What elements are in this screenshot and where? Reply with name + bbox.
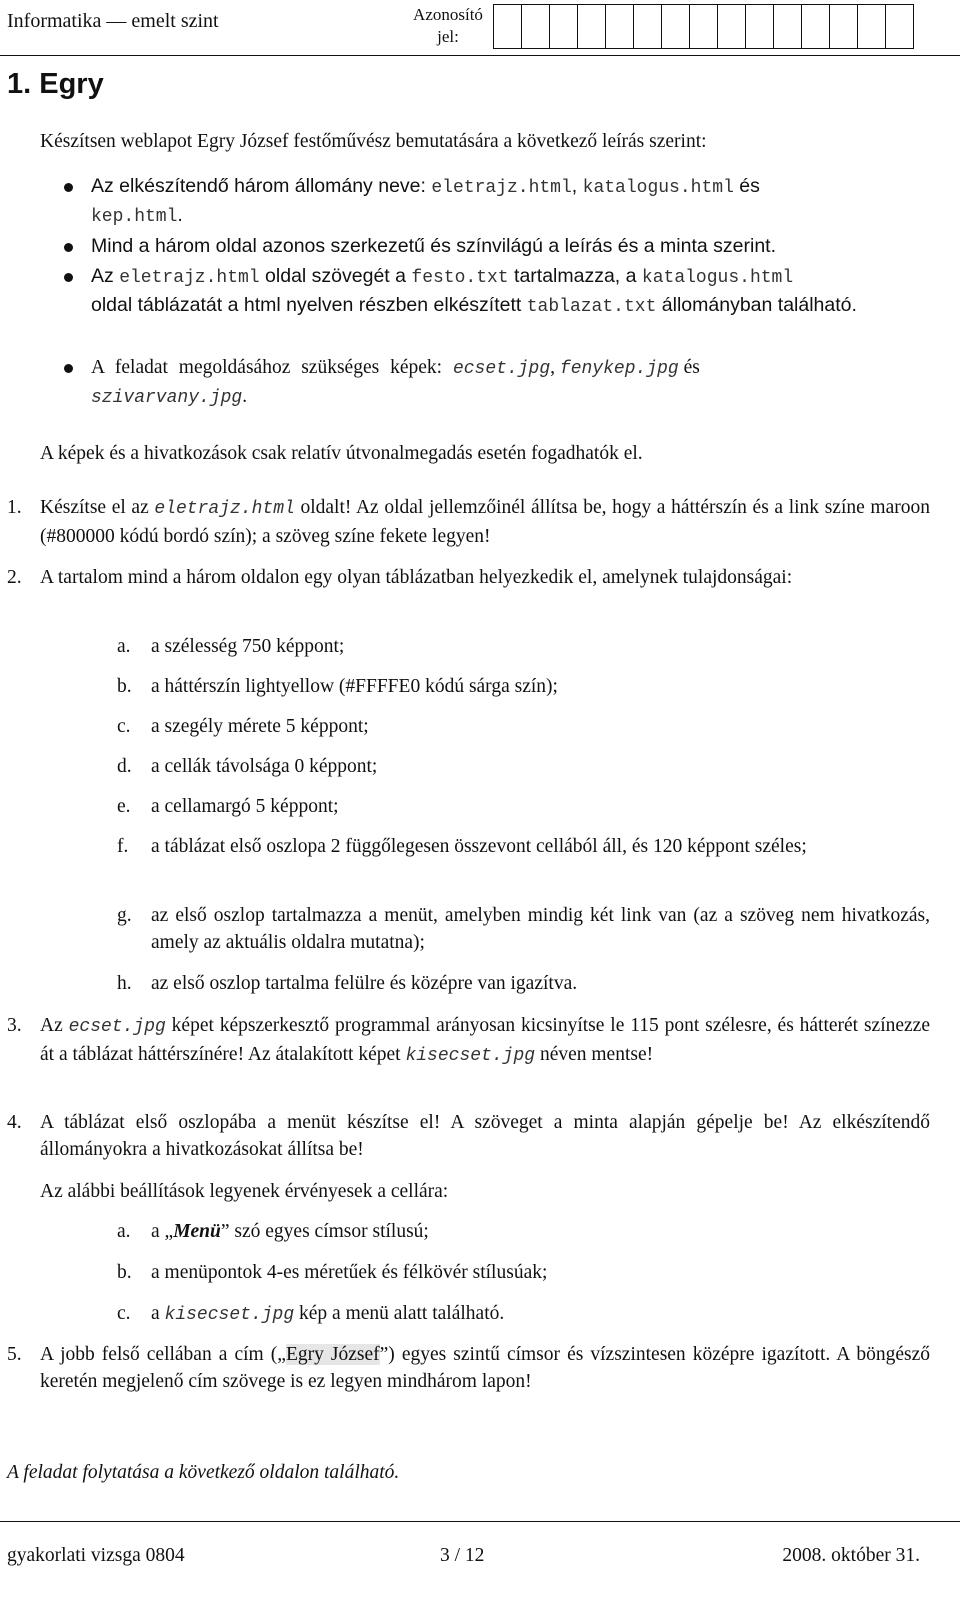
sub-text: a cellák távolsága 0 képpont; <box>151 756 378 777</box>
sub-text <box>151 1300 930 1329</box>
sub-letter: h. <box>117 973 132 994</box>
sub-letter: f. <box>117 836 129 857</box>
id-box <box>857 4 886 49</box>
bullet-1 <box>91 173 929 231</box>
relative-path-note: A képek és a hivatkozások csak relatív útvonalmegadás esetén fogadhatók el. <box>40 443 643 464</box>
intro-text: Készítsen weblapot Egry József festőművész bemutatására a következő leírás szerint: <box>40 131 707 152</box>
filename: szivarvany.jpg <box>91 388 243 408</box>
item-number: 2. <box>7 567 22 588</box>
bullet-3 <box>91 263 929 321</box>
filename: kep.html <box>91 207 178 227</box>
text: képet képszerkesztő programmal arányosan kicsinyítse le 115 pont szélesre, és hátterét színezze át a táblázat háttérszínére! Az átalakított képet <box>40 1015 930 1065</box>
filename: katalogus.html <box>641 268 794 288</box>
text: tartalmazza, a <box>508 265 642 287</box>
sub-letter: c. <box>117 1303 131 1324</box>
filename: eletrajz.html <box>431 178 572 198</box>
footer-rule <box>0 1521 960 1522</box>
task-title: 1. Egry <box>7 68 104 100</box>
separator: , <box>571 175 583 197</box>
id-box <box>717 4 746 49</box>
sub-text: a menüpontok 4-es méretűek és félkövér stílusúak; <box>151 1262 548 1283</box>
text: oldal táblázatát a html nyelven részben elkészített <box>91 294 527 316</box>
item-number: 4. <box>7 1112 22 1133</box>
text: ”) egyes szintű címsor és vízszintesen középre igazított. A böngésző keretén megjelenő cím szövege is ez legyen mindhárom lapon! <box>40 1344 930 1392</box>
separator: , <box>550 357 560 378</box>
text: A jobb felső cellában a cím („ <box>40 1344 286 1365</box>
sub-letter: a. <box>117 636 131 657</box>
text: néven mentse! <box>535 1044 654 1065</box>
sub-letter: b. <box>117 1262 132 1283</box>
item-2-text: A tartalom mind a három oldalon egy olyan táblázatban helyezkedik el, amelynek tulajdonságai: <box>40 567 793 588</box>
item-number: 5. <box>7 1344 22 1365</box>
sub-letter: d. <box>117 756 132 777</box>
continuation-note: A feladat folytatása a következő oldalon található. <box>7 1462 400 1483</box>
header-rule <box>0 55 960 56</box>
item-4-text: A táblázat első oszlopába a menüt készítse el! A szöveget a minta alapján gépelje be! Az elkészítendő állományokra a hivatkozásokat állítsa be! <box>40 1112 930 1160</box>
item-3-text <box>40 1012 930 1070</box>
sub-letter: e. <box>117 796 131 817</box>
filename: ecset.jpg <box>68 1017 166 1037</box>
text: oldalt! Az oldal jellemzőinél állítsa be, hogy a háttérszín és a link színe maroon (#800000 kódú bordó szín); a szöveg színe fekete legyen! <box>40 497 930 547</box>
id-box <box>633 4 662 49</box>
filename: fenykep.jpg <box>559 359 679 379</box>
footer-page: 3 / 12 <box>440 1545 485 1566</box>
bullet-dot <box>64 183 73 192</box>
bullet-dot <box>64 243 73 252</box>
id-box <box>689 4 718 49</box>
sub-text: a szélesség 750 képpont; <box>151 636 345 657</box>
id-box <box>801 4 830 49</box>
id-box <box>745 4 774 49</box>
text: ” szó egyes címsor stílusú; <box>220 1221 429 1242</box>
filename: kisecset.jpg <box>405 1046 536 1066</box>
id-box <box>773 4 802 49</box>
bullet-4 <box>91 354 929 412</box>
item-number: 3. <box>7 1015 22 1036</box>
text: állományban található. <box>656 294 857 316</box>
id-box <box>829 4 858 49</box>
sub-text: a cellamargó 5 képpont; <box>151 796 339 817</box>
id-box <box>605 4 634 49</box>
azonosito-label: Azonosító jel: <box>413 5 483 46</box>
period: . <box>177 204 183 226</box>
text: Az <box>91 265 120 287</box>
bullet-dot <box>64 273 73 282</box>
filename: ecset.jpg <box>452 359 551 379</box>
id-box <box>549 4 578 49</box>
footer-exam: gyakorlati vizsga 0804 <box>7 1545 185 1566</box>
menu-word: Menü <box>173 1221 221 1242</box>
sub-text: az első oszlop tartalmazza a menüt, amelyben mindig két link van (az a szöveg nem hivatkozás, amely az aktuális oldalra mutatna); <box>151 905 930 953</box>
item-number: 1. <box>7 497 22 518</box>
sub-letter: b. <box>117 676 132 697</box>
item-5-text <box>40 1341 930 1395</box>
text: A feladat megoldásához szükséges képek: <box>91 357 453 378</box>
header-subject: Informatika — emelt szint <box>7 10 219 32</box>
azonosito-boxes <box>494 4 914 49</box>
text: a „ <box>151 1221 174 1242</box>
sub-text: az első oszlop tartalma felülre és középre van igazítva. <box>151 973 578 994</box>
text: a <box>151 1303 165 1324</box>
sub-letter: g. <box>117 905 132 926</box>
sub-text: a táblázat első oszlopa 2 függőlegesen összevont cellából áll, és 120 képpont széles; <box>151 836 807 857</box>
sub-text <box>151 1218 930 1245</box>
item-4-text2: Az alábbi beállítások legyenek érvényesek a cellára: <box>40 1181 449 1202</box>
id-box <box>885 4 914 49</box>
sub-text: a szegély mérete 5 képpont; <box>151 716 369 737</box>
footer-date: 2008. október 31. <box>782 1545 920 1566</box>
filename: eletrajz.html <box>154 499 295 519</box>
bullet-1-text: Az elkészítendő három állomány neve: <box>91 175 432 197</box>
text: Az <box>40 1015 69 1036</box>
filename: festo.txt <box>411 268 509 288</box>
bullet-dot <box>64 364 73 373</box>
id-box <box>521 4 550 49</box>
id-box <box>661 4 690 49</box>
filename: tablazat.txt <box>526 297 657 317</box>
text: oldal szövegét a <box>259 265 412 287</box>
sub-letter: a. <box>117 1221 131 1242</box>
conjunction: és <box>733 175 760 197</box>
sub-letter: c. <box>117 716 131 737</box>
sub-text: a háttérszín lightyellow (#FFFFE0 kódú sárga szín); <box>151 676 558 697</box>
text: kép a menü alatt található. <box>294 1303 505 1324</box>
text: Készítse el az <box>40 497 155 518</box>
item-1-text <box>40 494 930 550</box>
filename: katalogus.html <box>582 178 734 198</box>
highlighted-title: Egry József <box>285 1344 380 1365</box>
conjunction: és <box>678 357 700 378</box>
id-box <box>577 4 606 49</box>
period: . <box>242 386 248 407</box>
filename: eletrajz.html <box>119 268 260 288</box>
filename: kisecset.jpg <box>164 1305 295 1325</box>
id-box <box>493 4 522 49</box>
bullet-2: Mind a három oldal azonos szerkezetű és színvilágú a leírás és a minta szerint. <box>91 235 776 257</box>
